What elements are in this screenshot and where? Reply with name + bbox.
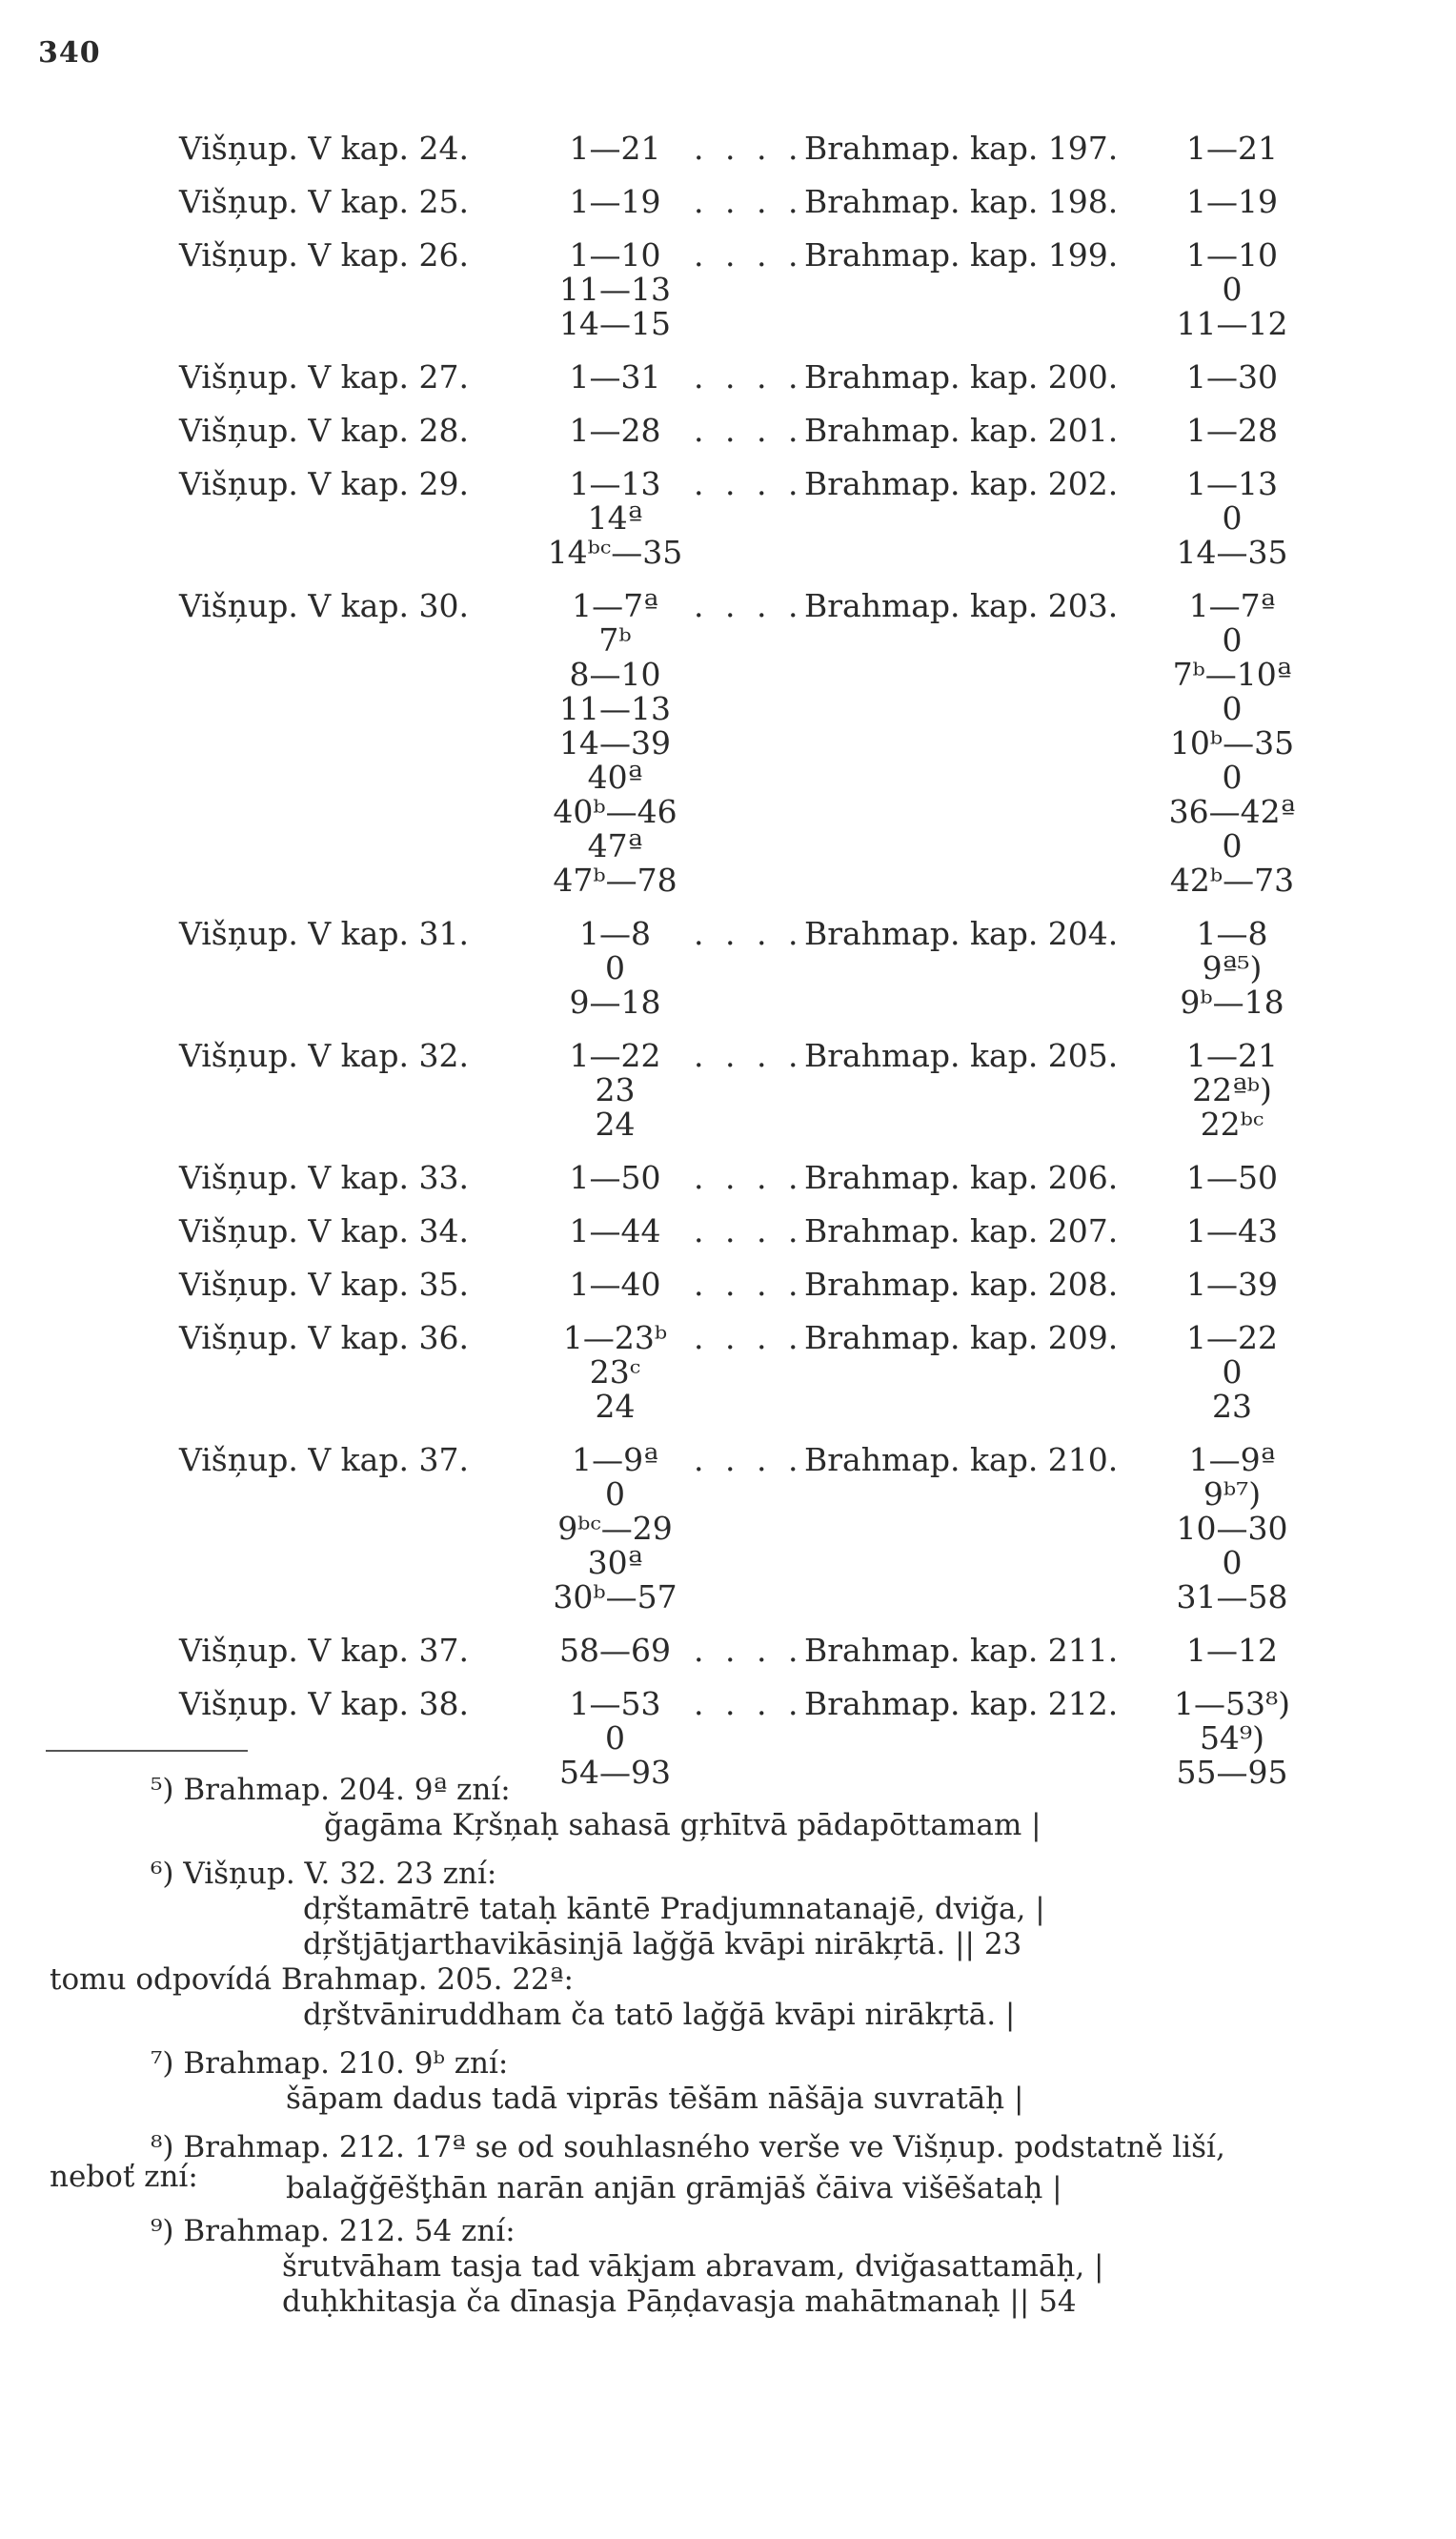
visnu-chapter: Višņup. V kap. 37.	[179, 1441, 469, 1478]
brahma-chapter: Brahmap. kap. 198.	[804, 183, 1119, 220]
footnote-verse: dŗštvāniruddham ča tatō lağğā kvāpi nirākŗtā. |	[303, 1998, 1016, 2032]
brahma-verse-range: 1—8	[1196, 915, 1268, 952]
footnote-verse: šāpam dadus tadā viprās tēšām nāšāja suvratāḥ |	[286, 2082, 1024, 2116]
footnote-8	[0, 2130, 1456, 2205]
brahma-verse-range: 1—7ª	[1188, 587, 1276, 624]
brahma-verse-range: 1—21	[1186, 130, 1278, 167]
concordance-row	[179, 726, 1323, 761]
concordance-row	[179, 1580, 1323, 1615]
brahma-chapter: Brahmap. kap. 211.	[804, 1632, 1119, 1669]
footnote-7	[0, 2046, 1456, 2117]
brahma-verse-range: 0	[1222, 759, 1243, 796]
brahma-verse-range: 1—22	[1186, 1319, 1278, 1356]
footnote-head: ⁶) Višņup. V. 32. 23 zní:	[151, 1857, 497, 1891]
page-number: 340	[38, 36, 101, 70]
visnu-verse-range: 1—53	[569, 1685, 661, 1722]
leader-dots: . . . .	[694, 587, 804, 624]
visnu-verse-range: 1—22	[569, 1037, 661, 1074]
visnu-verse-range: 1—13	[569, 465, 661, 502]
brahma-verse-range: 1—19	[1186, 183, 1278, 220]
leader-dots: . . . .	[694, 465, 804, 502]
leader-dots: . . . .	[694, 1159, 804, 1196]
brahma-verse-range: 0	[1222, 1353, 1243, 1391]
concordance-row	[179, 1443, 1323, 1477]
footnote-head: ⁷) Brahmap. 210. 9ᵇ zní:	[151, 2046, 509, 2081]
concordance-row	[179, 185, 1323, 219]
footnote-verse: šrutvāham tasja tad vākjam abravam, dviğasattamāḥ, |	[282, 2249, 1104, 2284]
brahma-verse-range: 10—30	[1176, 1510, 1288, 1547]
concordance-row	[179, 658, 1323, 692]
brahma-verse-range: 1—21	[1186, 1037, 1278, 1074]
concordance-entry	[179, 1634, 1323, 1668]
concordance-row	[179, 414, 1323, 448]
brahma-verse-range: 22ᵇᶜ	[1200, 1106, 1264, 1143]
brahma-verse-range: 9ª⁵)	[1202, 949, 1263, 986]
visnu-verse-range: 1—10	[569, 236, 661, 274]
footnote-verse: balağğēšţhān narān anjān grāmjāš čāiva višēšataḥ |	[286, 2171, 1062, 2205]
visnu-verse-range: 0	[605, 1475, 625, 1513]
visnu-verse-range: 1—23ᵇ	[562, 1319, 668, 1356]
brahma-verse-range: 9ᵇ—18	[1180, 984, 1284, 1021]
concordance-row	[179, 1107, 1323, 1142]
visnu-verse-range: 0	[605, 1719, 625, 1757]
concordance-entry	[179, 1214, 1323, 1249]
brahma-verse-range: 1—53⁸)	[1173, 1685, 1291, 1722]
brahma-verse-range: 1—28	[1186, 412, 1278, 449]
brahma-verse-range: 0	[1222, 690, 1243, 727]
leader-dots: . . . .	[694, 358, 804, 396]
brahma-verse-range: 42ᵇ—73	[1169, 862, 1295, 899]
visnu-verse-range: 1—9ª	[572, 1441, 658, 1478]
brahma-verse-range: 1—30	[1186, 358, 1278, 396]
brahma-chapter: Brahmap. kap. 205.	[804, 1037, 1119, 1074]
leader-dots: . . . .	[694, 1319, 804, 1356]
visnu-verse-range: 1—44	[569, 1212, 661, 1249]
brahma-chapter: Brahmap. kap. 202.	[804, 465, 1119, 502]
concordance-row	[179, 623, 1323, 658]
footnote-9	[0, 2214, 1456, 2320]
concordance-row	[179, 1687, 1323, 1721]
concordance-entry	[179, 467, 1323, 570]
concordance-row	[179, 307, 1323, 341]
visnu-chapter: Višņup. V kap. 29.	[179, 465, 469, 502]
brahma-verse-range: 7ᵇ—10ª	[1172, 656, 1292, 693]
brahma-verse-range: 14—35	[1176, 534, 1288, 571]
brahma-chapter: Brahmap. kap. 209.	[804, 1319, 1119, 1356]
visnu-chapter: Višņup. V kap. 38.	[179, 1685, 469, 1722]
brahma-chapter: Brahmap. kap. 208.	[804, 1266, 1119, 1303]
footnote-head: ⁵) Brahmap. 204. 9ª zní:	[151, 1773, 511, 1807]
concordance-row	[179, 1355, 1323, 1390]
concordance-row	[179, 985, 1323, 1020]
visnu-verse-range: 14—15	[559, 305, 671, 342]
concordance-entry	[179, 1268, 1323, 1302]
concordance-row	[179, 1214, 1323, 1249]
visnu-chapter: Višņup. V kap. 31.	[179, 915, 469, 952]
leader-dots: . . . .	[694, 412, 804, 449]
concordance-row	[179, 1268, 1323, 1302]
visnu-verse-range: 1—40	[569, 1266, 661, 1303]
brahma-verse-range: 1—43	[1186, 1212, 1278, 1249]
visnu-verse-range: 30ª	[587, 1544, 643, 1581]
leader-dots: . . . .	[694, 1632, 804, 1669]
visnu-verse-range: 40ᵇ—46	[553, 793, 677, 830]
visnu-verse-range: 14ª	[587, 499, 643, 537]
concordance-row	[179, 829, 1323, 863]
visnu-verse-range: 1—19	[569, 183, 661, 220]
concordance-row	[179, 1073, 1323, 1107]
visnu-chapter: Višņup. V kap. 32.	[179, 1037, 469, 1074]
visnu-verse-range: 47ᵇ—78	[553, 862, 677, 899]
brahma-verse-range: 1—13	[1186, 465, 1278, 502]
visnu-chapter: Višņup. V kap. 33.	[179, 1159, 469, 1196]
visnu-chapter: Višņup. V kap. 30.	[179, 587, 469, 624]
brahma-verse-range: 0	[1222, 271, 1243, 308]
visnu-chapter: Višņup. V kap. 24.	[179, 130, 469, 167]
visnu-chapter: Višņup. V kap. 34.	[179, 1212, 469, 1249]
brahma-verse-range: 0	[1222, 1544, 1243, 1581]
concordance-row	[179, 501, 1323, 536]
leader-dots: . . . .	[694, 1212, 804, 1249]
concordance-entry	[179, 238, 1323, 341]
brahma-verse-range: 1—10	[1186, 236, 1278, 274]
brahma-verse-range: 1—9ª	[1188, 1441, 1276, 1478]
visnu-verse-range: 7ᵇ	[598, 621, 632, 659]
concordance-row	[179, 1546, 1323, 1580]
leader-dots: . . . .	[694, 1685, 804, 1722]
concordance-row	[179, 238, 1323, 273]
visnu-verse-range: 23ᶜ	[589, 1353, 641, 1391]
leader-dots: . . . .	[694, 183, 804, 220]
visnu-chapter: Višņup. V kap. 28.	[179, 412, 469, 449]
concordance-row	[179, 1161, 1323, 1195]
brahma-verse-range: 55—95	[1176, 1754, 1288, 1791]
brahma-verse-range: 0	[1222, 499, 1243, 537]
brahma-chapter: Brahmap. kap. 207.	[804, 1212, 1119, 1249]
visnu-verse-range: 11—13	[559, 690, 671, 727]
footnote-5	[0, 1773, 1456, 1843]
footnote-verse: dŗštamātrē tataḥ kāntē Pradjumnatanajē, dviğa, |	[303, 1892, 1045, 1926]
concordance-row	[179, 692, 1323, 726]
concordance-entry	[179, 185, 1323, 219]
concordance-row	[179, 1721, 1323, 1756]
visnu-verse-range: 1—8	[579, 915, 651, 952]
concordance-entry	[179, 360, 1323, 395]
leader-dots: . . . .	[694, 1441, 804, 1478]
concordance-row	[179, 863, 1323, 898]
brahma-chapter: Brahmap. kap. 199.	[804, 236, 1119, 274]
concordance-row	[179, 273, 1323, 307]
visnu-verse-range: 54—93	[559, 1754, 671, 1791]
brahma-chapter: Brahmap. kap. 210.	[804, 1441, 1119, 1478]
concordance-entry	[179, 132, 1323, 166]
concordance-row	[179, 1390, 1323, 1424]
brahma-verse-range: 23	[1212, 1388, 1252, 1425]
visnu-chapter: Višņup. V kap. 26.	[179, 236, 469, 274]
concordance-row	[179, 360, 1323, 395]
brahma-verse-range: 9ᵇ⁷)	[1203, 1475, 1262, 1513]
visnu-verse-range: 1—31	[569, 358, 661, 396]
visnu-verse-range: 24	[595, 1388, 636, 1425]
brahma-verse-range: 22ªᵇ)	[1192, 1071, 1272, 1108]
concordance-entry	[179, 589, 1323, 898]
brahma-chapter: Brahmap. kap. 201.	[804, 412, 1119, 449]
visnu-verse-range: 8—10	[569, 656, 661, 693]
visnu-verse-range: 1—21	[569, 130, 661, 167]
visnu-chapter: Višņup. V kap. 37.	[179, 1632, 469, 1669]
footnote-verse: duḥkhitasja ča dīnasja Pāņḍavasja mahātmanaḥ || 54	[282, 2285, 1077, 2319]
concordance-row	[179, 467, 1323, 501]
brahma-verse-range: 1—39	[1186, 1266, 1278, 1303]
visnu-verse-range: 47ª	[587, 827, 643, 864]
footnote-head: ⁸) Brahmap. 212. 17ª se od souhlasného verše ve Višņup. podstatně liší,	[151, 2130, 1225, 2164]
visnu-chapter: Višņup. V kap. 25.	[179, 183, 469, 220]
visnu-verse-range: 58—69	[559, 1632, 671, 1669]
footnote-head: ⁹) Brahmap. 212. 54 zní:	[151, 2214, 516, 2248]
concordance-row	[179, 951, 1323, 985]
visnu-verse-range: 23	[595, 1071, 636, 1108]
footnotes	[0, 1773, 1456, 2333]
visnu-verse-range: 14—39	[559, 724, 671, 762]
visnu-verse-range: 9ᵇᶜ—29	[557, 1510, 673, 1547]
leader-dots: . . . .	[694, 130, 804, 167]
visnu-chapter: Višņup. V kap. 27.	[179, 358, 469, 396]
leader-dots: . . . .	[694, 236, 804, 274]
brahma-chapter: Brahmap. kap. 204.	[804, 915, 1119, 952]
brahma-verse-range: 10ᵇ—35	[1169, 724, 1295, 762]
brahma-verse-range: 1—12	[1186, 1632, 1278, 1669]
visnu-chapter: Višņup. V kap. 36.	[179, 1319, 469, 1356]
footnote-verse: dŗštjātjarthavikāsinjā lağğā kvāpi nirākŗtā. || 23	[303, 1927, 1022, 1961]
footnote-divider	[46, 1750, 248, 1752]
footnote-lead-in: tomu odpovídá Brahmap. 205. 22ª:	[50, 1962, 574, 1997]
concordance-entry	[179, 1443, 1323, 1615]
concordance-row	[179, 589, 1323, 623]
concordance-entry	[179, 917, 1323, 1020]
footnote-verse: ğagāma Kŗšņaḥ sahasā gŗhītvā pādapōttamam |	[324, 1808, 1041, 1842]
concordance-row	[179, 1321, 1323, 1355]
concordance-row	[179, 132, 1323, 166]
visnu-verse-range: 24	[595, 1106, 636, 1143]
concordance-row	[179, 917, 1323, 951]
visnu-verse-range: 0	[605, 949, 625, 986]
visnu-verse-range: 1—50	[569, 1159, 661, 1196]
concordance-row	[179, 536, 1323, 570]
brahma-verse-range: 54⁹)	[1199, 1719, 1265, 1757]
brahma-verse-range: 11—12	[1176, 305, 1288, 342]
brahma-verse-range: 1—50	[1186, 1159, 1278, 1196]
concordance-table	[179, 132, 1323, 1809]
leader-dots: . . . .	[694, 1037, 804, 1074]
concordance-entry	[179, 1161, 1323, 1195]
brahma-verse-range: 0	[1222, 621, 1243, 659]
brahma-chapter: Brahmap. kap. 212.	[804, 1685, 1119, 1722]
concordance-row	[179, 1477, 1323, 1512]
brahma-chapter: Brahmap. kap. 197.	[804, 130, 1119, 167]
concordance-row	[179, 1634, 1323, 1668]
concordance-row	[179, 1039, 1323, 1073]
visnu-chapter: Višņup. V kap. 35.	[179, 1266, 469, 1303]
visnu-verse-range: 40ª	[587, 759, 643, 796]
brahma-verse-range: 0	[1222, 827, 1243, 864]
brahma-chapter: Brahmap. kap. 206.	[804, 1159, 1119, 1196]
visnu-verse-range: 11—13	[559, 271, 671, 308]
visnu-verse-range: 30ᵇ—57	[553, 1578, 677, 1615]
brahma-verse-range: 36—42ª	[1168, 793, 1296, 830]
visnu-verse-range: 14ᵇᶜ—35	[547, 534, 683, 571]
visnu-verse-range: 1—7ª	[572, 587, 658, 624]
footnote-lead-in: neboť zní:	[50, 2160, 198, 2194]
brahma-chapter: Brahmap. kap. 200.	[804, 358, 1119, 396]
brahma-chapter: Brahmap. kap. 203.	[804, 587, 1119, 624]
brahma-verse-range: 31—58	[1176, 1578, 1288, 1615]
concordance-entry	[179, 414, 1323, 448]
leader-dots: . . . .	[694, 915, 804, 952]
visnu-verse-range: 1—28	[569, 412, 661, 449]
concordance-row	[179, 795, 1323, 829]
leader-dots: . . . .	[694, 1266, 804, 1303]
concordance-entry	[179, 1039, 1323, 1142]
concordance-entry	[179, 1321, 1323, 1424]
footnote-6	[0, 1857, 1456, 2033]
concordance-row	[179, 1512, 1323, 1546]
visnu-verse-range: 9—18	[569, 984, 661, 1021]
concordance-row	[179, 761, 1323, 795]
